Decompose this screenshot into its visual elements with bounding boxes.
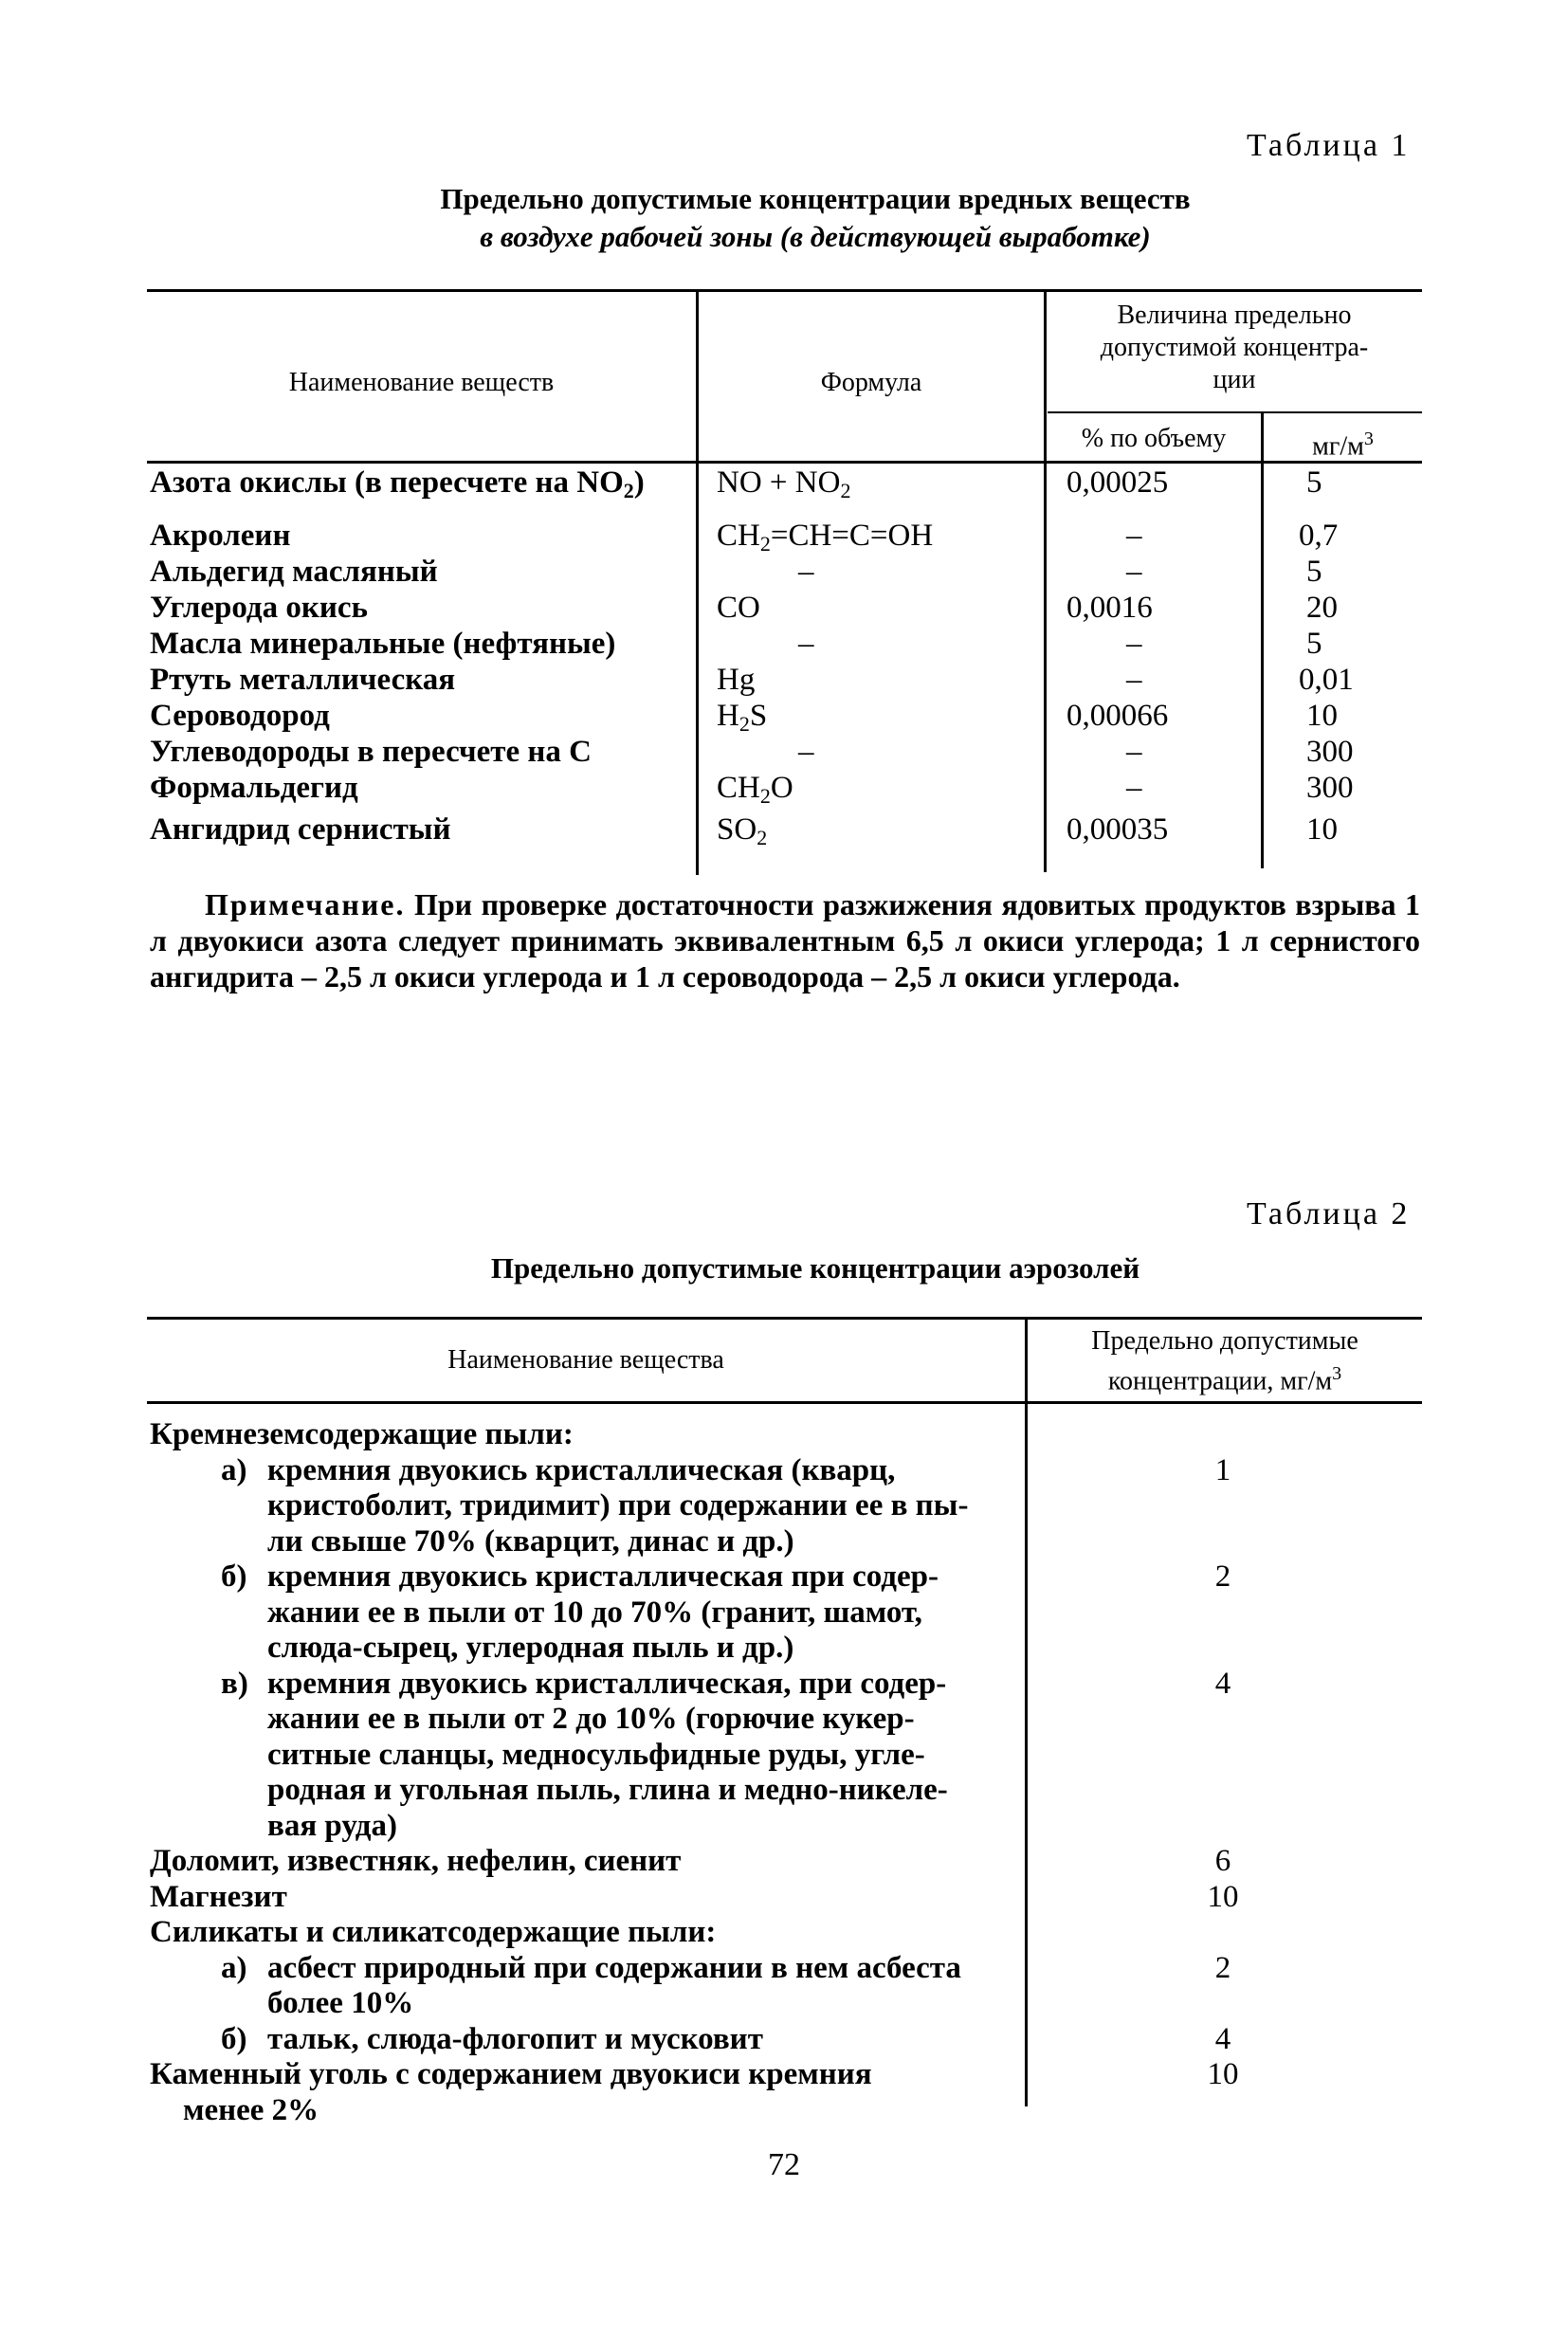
- table1-row-formula: –: [798, 555, 814, 589]
- table2-row-text: жании ее в пыли от 2 до 10% (горючие кукер-: [267, 1702, 915, 1736]
- table1-row-percent: 0,00066: [1067, 699, 1169, 733]
- table2-row-text: слюда-сырец, углеродная пыль и др.): [267, 1631, 794, 1665]
- note-text: При проверке достаточности разжижения ядовитых продуктов взрыва 1 л двуокиси азота следует принимать эквивалентным 6,5 л окиси углерода; 1 л сернистого ангидрита – 2,5 л окиси углерода и 1 л сероводорода – 2,5 л окиси углерода.: [150, 887, 1420, 994]
- table1-row-mg: 0,01: [1299, 663, 1354, 697]
- table2-row-text: кремния двуокись кристаллическая, при содер-: [267, 1666, 947, 1701]
- table1-header-value: Величина предельно допустимой концентра- ции: [1100, 301, 1369, 394]
- table1-row-percent: 0,0016: [1067, 591, 1153, 625]
- table2-row-value: 2: [1214, 1559, 1231, 1594]
- table2-row-marker: б): [221, 1559, 247, 1594]
- table1-row-percent: 0,00035: [1067, 812, 1169, 847]
- table1-row-name: Ангидрид сернистый: [150, 812, 451, 847]
- table2-top-rule: [147, 1317, 1422, 1320]
- table1-col-divider-3: [1261, 411, 1264, 868]
- table2-title: Предельно допустимые концентрации аэрозолей: [490, 1251, 1140, 1285]
- table2-row-text: кремния двуокись кристаллическая при содер-: [267, 1559, 939, 1594]
- table2-row-text: более 10%: [267, 1986, 414, 2020]
- table1-row-mg: 5: [1306, 627, 1322, 661]
- table1-row-percent: –: [1126, 555, 1142, 589]
- table1-row-formula: –: [798, 735, 814, 769]
- table1-subheader-rule: [1048, 411, 1422, 413]
- table2-row-text: ли свыше 70% (кварцит, динас и др.): [267, 1523, 794, 1559]
- table2-row-text: менее 2%: [183, 2092, 319, 2127]
- table1-row-name: Сероводород: [150, 699, 330, 733]
- table2-row-marker: а): [221, 1950, 247, 1985]
- table1-header-rule: [147, 461, 1422, 464]
- table2-row-text: Силикаты и силикатсодержащие пыли:: [150, 1915, 717, 1949]
- table1-row-mg: 300: [1306, 735, 1354, 769]
- table2-row-text: Кремнеземсодержащие пыли:: [150, 1417, 574, 1451]
- table2-row-text: Магнезит: [150, 1879, 287, 1914]
- table2-row-text: асбест природный при содержании в нем асбеста: [267, 1950, 961, 1985]
- table1-row-formula: CO: [717, 591, 760, 625]
- table2-header-name: Наименование вещества: [447, 1345, 724, 1375]
- table1-title: Предельно допустимые концентрации вредных веществ в воздухе рабочей зоны (в действующей выработке): [440, 182, 1191, 253]
- table2-row-value: 4: [1214, 1666, 1231, 1701]
- table2-row-value: 4: [1214, 2021, 1231, 2056]
- table1-row-percent: 0,00025: [1067, 465, 1169, 500]
- page-number: 72: [768, 2147, 800, 2182]
- table1-row-mg: 5: [1306, 465, 1322, 500]
- table2-row-text: Доломит, известняк, нефелин, сиенит: [150, 1844, 682, 1878]
- table2-row-value: 2: [1214, 1950, 1231, 1985]
- table2-row-value: 10: [1207, 2057, 1239, 2091]
- table1-header-formula: Формула: [820, 368, 922, 397]
- table1-row-name: Масла минеральные (нефтяные): [150, 627, 616, 661]
- table2-row-text: кристоболит, тридимит) при содержании ее в пы-: [267, 1488, 969, 1522]
- note-label: Примечание.: [205, 887, 406, 921]
- table1-header-percent: % по объему: [1081, 424, 1227, 453]
- table2-row-value: 1: [1214, 1452, 1231, 1487]
- table1-row-name: Углеводороды в пересчете на C: [150, 735, 593, 769]
- table2-row-text: родная и угольная пыль, глина и медно-никеле-: [267, 1773, 948, 1807]
- table2-header-rule: [147, 1401, 1422, 1404]
- table1-row-name: Углерода окись: [150, 591, 368, 625]
- table1-row-formula: Hg: [717, 663, 756, 697]
- table1-row-percent: –: [1126, 627, 1142, 661]
- table1-row-percent: –: [1126, 735, 1142, 769]
- table2-row-marker: в): [221, 1666, 248, 1701]
- note: [150, 886, 1420, 994]
- table1-row-formula: $CH_2=CH=C=OH$: [717, 519, 934, 556]
- table1-row-mg: 5: [1306, 555, 1322, 589]
- table1-header-mg: $мг/м^3$: [1312, 428, 1374, 462]
- table1-row-mg: 10: [1306, 812, 1338, 847]
- table1-row-percent: –: [1126, 663, 1142, 697]
- table1-label: Таблица 1: [1247, 128, 1411, 163]
- table2-row-marker: б): [221, 2021, 247, 2056]
- table1-row-name: Азота окислы (в пересчете на $NO_2$): [150, 465, 645, 502]
- table2-row-text: жании ее в пыли от 10 до 70% (гранит, шамот,: [267, 1595, 922, 1630]
- table1-row-percent: –: [1126, 519, 1142, 553]
- table1-row-formula: $H_2S$: [717, 699, 768, 736]
- table1-top-rule: [147, 289, 1422, 292]
- table2-row-text: кремния двуокись кристаллическая (кварц,: [267, 1452, 896, 1487]
- table2-row-marker: а): [221, 1452, 247, 1487]
- table1-row-name: Альдегид масляный: [150, 555, 438, 589]
- table2-row-value: 10: [1207, 1879, 1239, 1914]
- table1-header-name: Наименование веществ: [288, 368, 555, 397]
- table1-row-name: Акролеин: [150, 519, 291, 553]
- table2-label: Таблица 2: [1247, 1196, 1411, 1231]
- table2-row-text: вая руда): [267, 1808, 397, 1843]
- table1-row-mg: 300: [1306, 771, 1354, 805]
- table1-row-mg: 0,7: [1299, 519, 1339, 553]
- table1-row-formula: $CH_2O$: [717, 771, 793, 808]
- table1-row-formula: –: [798, 627, 814, 661]
- table2-header-value: Предельно допустимые концентрации, $мг/м^3$: [1091, 1326, 1358, 1396]
- table1-row-name: Формальдегид: [150, 771, 358, 805]
- table1-row-mg: 10: [1306, 699, 1338, 733]
- table1-row-formula: $SO_2$: [717, 812, 768, 849]
- table2-row-text: тальк, слюда-флогопит и мусковит: [267, 2021, 763, 2056]
- table2-col-divider: [1025, 1320, 1028, 2106]
- table2-row-value: 6: [1214, 1844, 1231, 1878]
- table2-row-text: Каменный уголь с содержанием двуокиси кремния: [150, 2057, 872, 2091]
- table1-row-formula: NO + $NO_2$: [717, 465, 851, 502]
- table1-row-mg: 20: [1306, 591, 1338, 625]
- table2-row-text: ситные сланцы, медносульфидные руды, угле-: [267, 1737, 925, 1772]
- table1-row-percent: –: [1126, 771, 1142, 805]
- table1-row-name: Ртуть металлическая: [150, 663, 456, 697]
